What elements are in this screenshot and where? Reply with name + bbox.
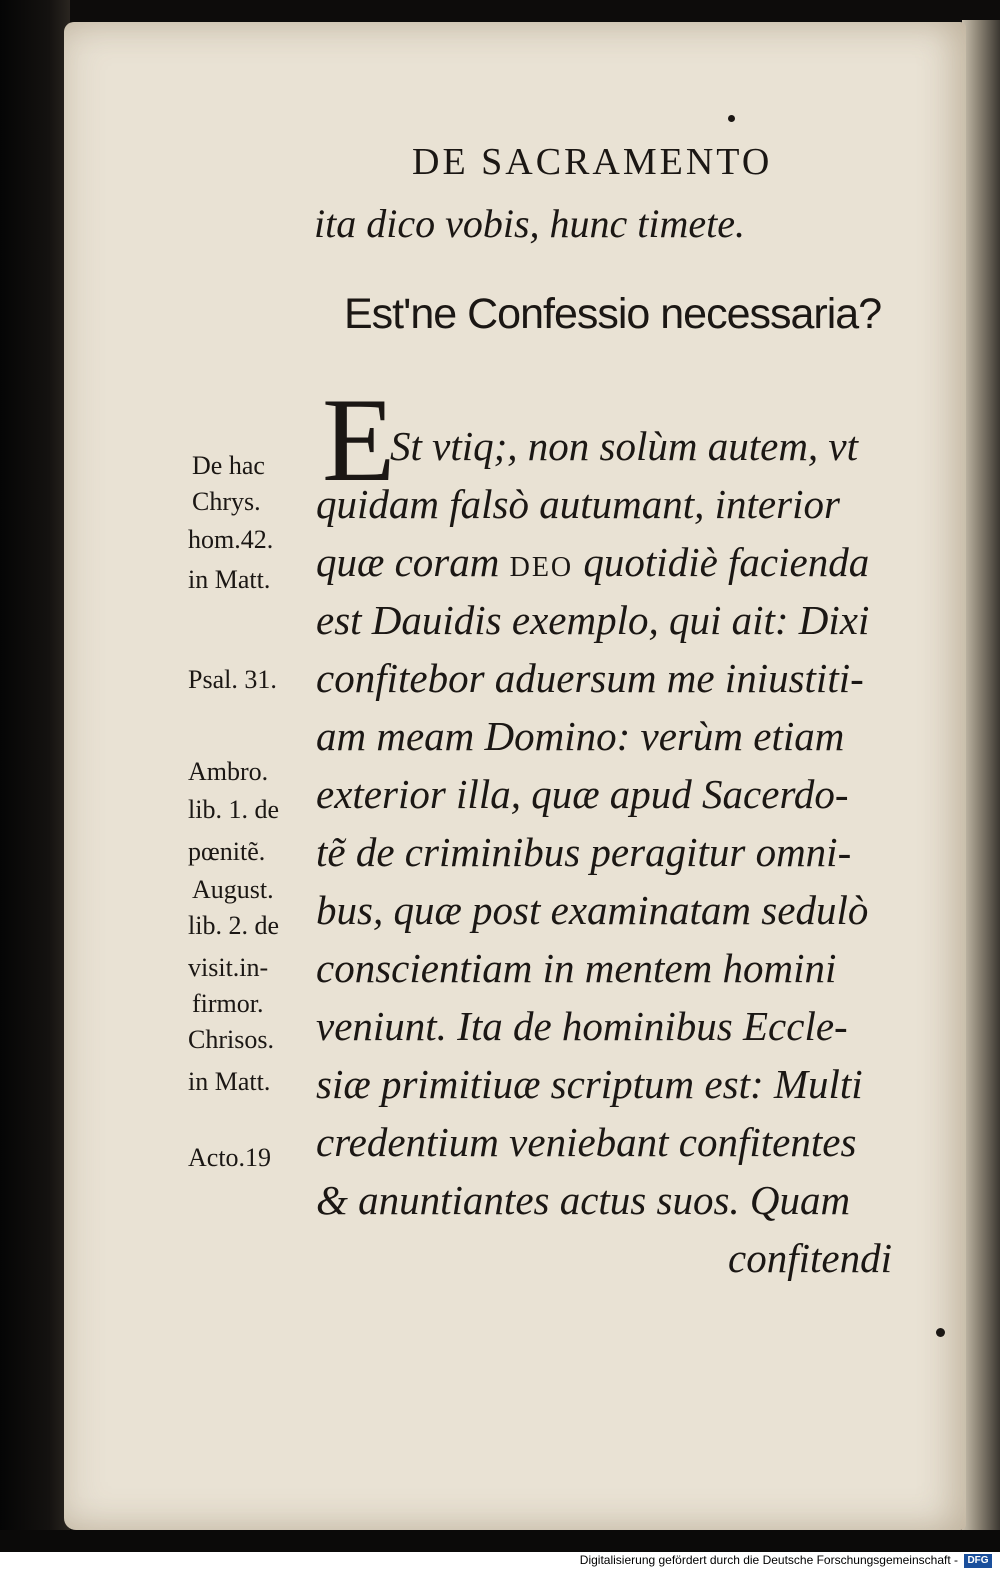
margin-note: visit.in- [188, 953, 269, 982]
catch-line: ita dico vobis, hunc timete. [314, 201, 746, 246]
text-line-3-small: DEO [509, 552, 574, 583]
margin-note: Ambro. [188, 757, 269, 786]
bottom-band [0, 1530, 1000, 1552]
margin-note: De hac [192, 451, 265, 480]
margin-note: in Matt. [188, 1067, 271, 1096]
book-left-edge [0, 0, 70, 1572]
text-line-3-before: quæ coram [316, 539, 510, 585]
book-right-edge [962, 20, 1000, 1538]
text-line-14: & anuntiantes actus suos. Quam [316, 1177, 851, 1223]
margin-note: Chrisos. [188, 1025, 274, 1054]
margin-note: hom.42. [188, 525, 274, 554]
text-line-3 [316, 536, 869, 594]
footer-credit: Digitalisierung gefördert durch die Deutsche Forschungsgemeinschaft - [579, 1553, 958, 1567]
margin-note: Chrys. [192, 487, 261, 516]
margin-note: Acto.19 [188, 1143, 272, 1172]
text-line-5: confitebor aduersum me iniustiti- [316, 655, 864, 701]
ink-dot-top [728, 115, 735, 122]
running-head: DE SACRAMENTO [412, 141, 773, 183]
text-line-13: credentium veniebant confitentes [316, 1119, 857, 1165]
text-line-8: tẽ de criminibus peragitur omni- [316, 829, 852, 875]
text-line-6: am meam Domino: verùm etiam [316, 713, 845, 759]
text-line-11: veniunt. Ita de hominibus Eccle- [316, 1003, 848, 1049]
ink-dot-bottom [936, 1328, 945, 1337]
text-line-7: exterior illa, quæ apud Sacerdo- [316, 771, 849, 817]
margin-note: lib. 2. de [188, 911, 279, 940]
drop-cap: E [322, 373, 396, 506]
margin-note: August. [192, 875, 274, 904]
text-line-10: conscientiam in mentem homini [316, 945, 837, 991]
dfg-logo: DFG [964, 1554, 992, 1568]
text-line-1: St vtiq;, non solùm autem, vt [390, 423, 859, 469]
text-line-2: quidam falsò autumant, interior [316, 481, 840, 527]
text-line-15: confitendi [728, 1235, 892, 1281]
text-line-9: bus, quæ post examinatam sedulò [316, 887, 869, 933]
text-line-3-after: quotidiè facienda [573, 539, 870, 585]
margin-note: firmor. [192, 989, 264, 1018]
margin-note: pœnitẽ. [188, 837, 266, 866]
text-line-4: est Dauidis exemplo, qui ait: Dixi [316, 597, 870, 643]
margin-note: in Matt. [188, 565, 271, 594]
text-line-12: siæ primitiuæ scriptum est: Multi [316, 1061, 863, 1107]
margin-note: lib. 1. de [188, 795, 279, 824]
margin-note: Psal. 31. [188, 665, 277, 694]
section-question: Est'ne Confessio necessaria? [344, 290, 882, 338]
